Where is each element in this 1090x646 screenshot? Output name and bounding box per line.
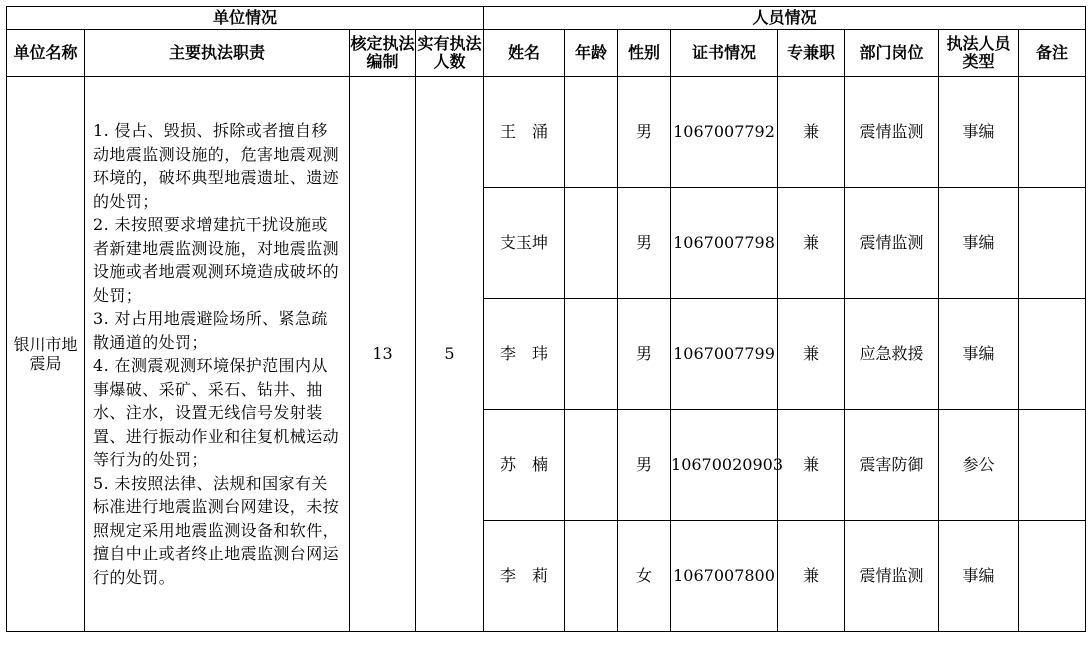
person-age <box>565 77 618 188</box>
col-header-remarks: 备注 <box>1019 30 1086 77</box>
person-dept-post: 震情监测 <box>845 521 939 632</box>
person-name: 支玉坤 <box>484 188 565 299</box>
person-name: 李 玮 <box>484 299 565 410</box>
person-certificate: 1067007799 <box>671 299 778 410</box>
person-gender: 男 <box>618 188 671 299</box>
person-name: 王 涌 <box>484 77 565 188</box>
col-header-quota: 核定执法编制 <box>350 30 416 77</box>
person-dept-post: 震情监测 <box>845 188 939 299</box>
quota-cell: 13 <box>350 77 416 632</box>
person-staff-type: 参公 <box>939 410 1019 521</box>
person-full-part: 兼 <box>778 521 845 632</box>
person-certificate: 1067007792 <box>671 77 778 188</box>
person-remarks <box>1019 77 1086 188</box>
person-staff-type: 事编 <box>939 77 1019 188</box>
person-staff-type: 事编 <box>939 521 1019 632</box>
personnel-section-header: 人员情况 <box>484 7 1086 30</box>
duties-cell <box>85 77 350 632</box>
person-gender: 男 <box>618 299 671 410</box>
person-name: 苏 楠 <box>484 410 565 521</box>
person-gender: 男 <box>618 410 671 521</box>
person-remarks <box>1019 299 1086 410</box>
col-header-full-part: 专兼职 <box>778 30 845 77</box>
duty-item: 4. 在测震观测环境保护范围内从事爆破、采矿、采石、钻井、抽水、注水，设置无线信号发射装置、进行振动作业和往复机械运动等行为的处罚； <box>93 356 340 469</box>
actual-cell: 5 <box>416 77 484 632</box>
person-full-part: 兼 <box>778 77 845 188</box>
person-age <box>565 299 618 410</box>
person-dept-post: 应急救援 <box>845 299 939 410</box>
col-header-dept-post: 部门岗位 <box>845 30 939 77</box>
person-certificate: 1067007800 <box>671 521 778 632</box>
duty-item: 2. 未按照要求增建抗干扰设施或者新建地震监测设施，对地震监测设施或者地震观测环境造成破坏的处罚； <box>93 215 340 305</box>
person-full-part: 兼 <box>778 299 845 410</box>
person-dept-post: 震害防御 <box>845 410 939 521</box>
person-name: 李 莉 <box>484 521 565 632</box>
person-age <box>565 410 618 521</box>
col-header-unit-name: 单位名称 <box>7 30 85 77</box>
unit-name-cell: 银川市地震局 <box>7 77 85 632</box>
section-header-row <box>7 7 1086 30</box>
col-header-age: 年龄 <box>565 30 618 77</box>
person-remarks <box>1019 188 1086 299</box>
person-age <box>565 188 618 299</box>
col-header-name: 姓名 <box>484 30 565 77</box>
duty-item: 1. 侵占、毁损、拆除或者擅自移动地震监测设施的，危害地震观测环境的，破坏典型地震遗址、遗迹的处罚； <box>93 121 340 211</box>
person-staff-type: 事编 <box>939 188 1019 299</box>
duty-item: 5. 未按照法律、法规和国家有关标准进行地震监测台网建设，未按照规定采用地震监测设备和软件，擅自中止或者终止地震监测台网运行的处罚。 <box>93 473 340 587</box>
person-staff-type: 事编 <box>939 299 1019 410</box>
person-age <box>565 521 618 632</box>
law-enforcement-table <box>6 6 1086 632</box>
duty-item: 3. 对占用地震避险场所、紧急疏散通道的处罚； <box>93 309 328 352</box>
person-dept-post: 震情监测 <box>845 77 939 188</box>
col-header-duties: 主要执法职责 <box>85 30 350 77</box>
col-header-actual: 实有执法人数 <box>416 30 484 77</box>
table-row <box>7 77 1086 188</box>
col-header-certificate: 证书情况 <box>671 30 778 77</box>
person-gender: 女 <box>618 521 671 632</box>
unit-section-header: 单位情况 <box>7 7 484 30</box>
col-header-staff-type: 执法人员类型 <box>939 30 1019 77</box>
person-certificate: 1067007798 <box>671 188 778 299</box>
person-certificate: 10670020903 <box>671 410 778 521</box>
person-remarks <box>1019 410 1086 521</box>
col-header-gender: 性别 <box>618 30 671 77</box>
person-gender: 男 <box>618 77 671 188</box>
person-full-part: 兼 <box>778 410 845 521</box>
person-remarks <box>1019 521 1086 632</box>
person-full-part: 兼 <box>778 188 845 299</box>
column-header-row <box>7 30 1086 77</box>
